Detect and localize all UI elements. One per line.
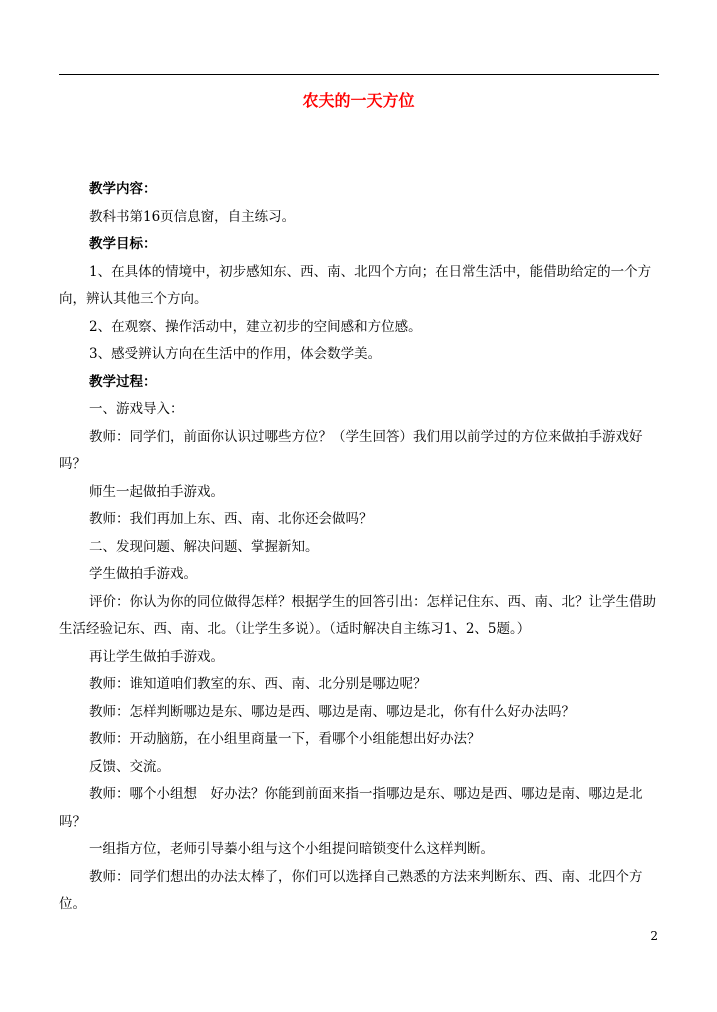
body-paragraph: 教师：同学们想出的办法太棒了，你们可以选择自己熟悉的方法来判断东、西、南、北四个方位。	[59, 868, 643, 912]
body-paragraph: 教师：哪个小组想 好办法？你能到前面来指一指哪边是东、哪边是西、哪边是南、哪边是北吗？	[59, 786, 643, 830]
body-paragraph: 一、游戏导入：	[89, 401, 184, 417]
section-heading: 教学过程：	[89, 373, 157, 390]
section-heading: 教学内容：	[89, 181, 157, 197]
page-number: 2	[650, 929, 658, 943]
section-heading: 教学目标：	[89, 236, 157, 252]
body-paragraph: 二、发现问题、解决问题、掌握新知。	[89, 538, 319, 555]
body-paragraph: 教师：怎样判断哪边是东、哪边是西、哪边是南、哪边是北，你有什么好办法吗？	[89, 703, 575, 720]
document-body	[59, 176, 659, 919]
body-paragraph: 教科书第16页信息窗，自主练习。	[89, 208, 296, 225]
document-title: 农夫的一天方位	[302, 91, 415, 110]
body-paragraph: 教师：谁知道咱们教室的东、西、南、北分别是哪边呢？	[89, 676, 427, 692]
body-paragraph: 3、感受辨认方向在生活中的作用，体会数学美。	[89, 346, 382, 362]
body-paragraph: 师生一起做拍手游戏。	[89, 483, 224, 500]
body-paragraph: 评价：你认为你的同位做得怎样？根据学生的回答引出：怎样记住东、西、南、北？让学生借助生活经验记东、西、南、北。（让学生多说）。（适时解决自主练习1、2、5题。）	[59, 593, 656, 637]
body-paragraph: 一组指方位，老师引导蓁小组与这个小组提问暗锁变什么这样判断。	[89, 841, 494, 857]
body-paragraph: 教师：我们再加上东、西、南、北你还会做吗？	[89, 511, 373, 527]
body-paragraph: 教师：同学们，前面你认识过哪些方位？（学生回答）我们用以前学过的方位来做拍手游戏好吗？	[59, 428, 643, 472]
body-paragraph: 2、在观察、操作活动中，建立初步的空间感和方位感。	[89, 318, 422, 335]
body-paragraph: 1、在具体的情境中，初步感知东、西、南、北四个方向；在日常生活中，能借助给定的一个方向，辨认其他三个方向。	[59, 263, 652, 307]
header-rule	[59, 74, 659, 75]
body-paragraph: 再让学生做拍手游戏。	[89, 648, 224, 665]
body-paragraph: 学生做拍手游戏。	[89, 566, 197, 582]
body-paragraph: 反馈、交流。	[89, 758, 170, 775]
body-paragraph: 教师：开动脑筋，在小组里商量一下，看哪个小组能想出好办法？	[89, 731, 481, 747]
